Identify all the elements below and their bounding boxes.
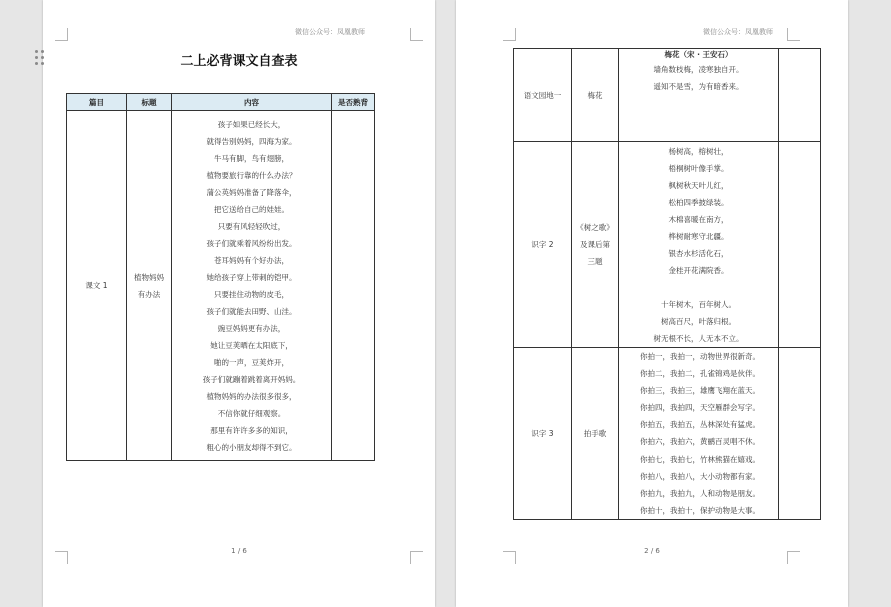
text-line: 豌豆妈妈更有办法，: [217, 323, 286, 333]
cell-title: 《树之歌》 及课后第 三题: [572, 142, 619, 348]
page-number: 2 / 6: [644, 547, 660, 555]
text-line: 银杏水杉活化石，: [668, 248, 729, 258]
page-number: 1 / 6: [231, 547, 247, 555]
text-line: 你拍一，我拍一，动物世界很新奇。: [640, 352, 760, 361]
text-line: 把它送给自己的娃娃。: [214, 204, 289, 214]
table-header-row: [67, 94, 375, 111]
cell-title: 拍手歌: [572, 348, 619, 520]
header-content: 内容: [172, 94, 332, 111]
text-line: 苍耳妈妈有个好办法，: [214, 255, 289, 265]
text-line: 十年树木，百年树人。: [661, 299, 736, 309]
text-line: 孩子们就蹦着跳着离开妈妈。: [202, 374, 301, 384]
text-line: 树高百尺，叶落归根。: [661, 316, 736, 326]
cell-memorized[interactable]: [779, 49, 821, 142]
text-line: 啪的一声，豆荚炸开，: [214, 357, 289, 367]
cell-title: 植物妈妈 有办法: [127, 111, 172, 461]
cell-memorized[interactable]: [332, 111, 375, 461]
text-line: 你拍四，我拍四，天空雁群会写字。: [640, 403, 760, 413]
text-line: 你拍五，我拍五，丛林深处有猛虎。: [640, 420, 760, 430]
cell-memorized[interactable]: [779, 348, 821, 520]
text-line: 牛马有脚，鸟有翅膀，: [214, 153, 289, 163]
header-memorized: 是否熟背: [332, 94, 375, 111]
blank-line: [619, 279, 778, 296]
table-row: [514, 49, 821, 142]
text-line: 你拍七，我拍七，竹林熊猫在嬉戏。: [640, 454, 760, 464]
table-row: [67, 111, 375, 461]
text-line: 你拍九，我拍九，人和动物是朋友。: [640, 488, 760, 498]
text-line: 你拍六，我拍六，黄鹂百灵唱不休。: [640, 437, 760, 447]
header-note: 微信公众号：凤凰教师: [703, 28, 773, 36]
cell-content: [619, 49, 779, 142]
text-line: 孩子如果已经长大，: [217, 119, 286, 129]
text-line: 你拍十，我拍十，保护动物是大事。: [640, 505, 760, 515]
text-line: 梧桐树叶像手掌。: [668, 163, 729, 173]
text-line: 遥知不是雪，为有暗香来。: [653, 82, 744, 91]
text-line: 不信你就仔细观察。: [217, 408, 286, 418]
header-note: 微信公众号：凤凰教师: [295, 28, 365, 36]
header-pian: 篇目: [67, 94, 127, 111]
crop-mark-top-left: [55, 28, 68, 41]
text-line: 那里有许许多多的知识，: [210, 425, 293, 435]
text-line: 金桂开花满院香。: [668, 265, 729, 275]
poem-title: 梅花（宋 · 王安石）: [664, 50, 733, 59]
text-line: 桦树耐寒守北疆。: [668, 231, 729, 241]
text-line: 你拍三，我拍三，雄鹰飞翔在蓝天。: [640, 386, 760, 396]
text-line: 木棉喜暖在南方，: [668, 214, 729, 224]
text-line: 你拍二，我拍二，孔雀锦鸡是伙伴。: [640, 369, 760, 379]
cell-content: [619, 142, 779, 348]
text-line: 枫树秋天叶儿红，: [668, 180, 729, 190]
cell-memorized[interactable]: [779, 142, 821, 348]
text-line: 你拍八，我拍八，大小动物都有家。: [640, 471, 760, 481]
text-line: 粗心的小朋友却得不到它。: [206, 442, 297, 452]
text-line: 孩子们就能去田野、山洼。: [206, 306, 297, 316]
text-line: 植物妈妈的办法很多很多，: [206, 391, 297, 401]
text-line: 松柏四季披绿装。: [668, 197, 729, 207]
text-line: 就得告别妈妈，四海为家。: [206, 136, 297, 146]
text-line: 杨树高，榕树壮，: [668, 146, 729, 156]
document-title: 二上必背课文自查表: [180, 54, 298, 69]
document-page-1: [43, 0, 435, 607]
cell-pian: 识字 3: [514, 348, 572, 520]
text-line: 只要挂住动物的皮毛，: [214, 289, 289, 299]
checklist-table: [66, 93, 375, 461]
cell-content: [619, 348, 779, 520]
table-row: [514, 348, 821, 520]
header-title: 标题: [127, 94, 172, 111]
text-line: 孩子们就乘着风纷纷出发。: [206, 238, 297, 248]
crop-mark-top-right: [410, 28, 423, 41]
cell-pian: 课文 1: [67, 111, 127, 461]
text-line: 墙角数枝梅，凌寒独自开。: [653, 65, 744, 74]
cell-title: 梅花: [572, 49, 619, 142]
text-line: 她让豆荚晒在太阳底下，: [210, 340, 293, 350]
document-page-2: [456, 0, 848, 607]
crop-mark-top-right: [787, 28, 800, 41]
text-line: 树无根不长，人无本不立。: [653, 333, 744, 343]
table-row: [514, 142, 821, 348]
cell-content: [172, 111, 332, 461]
cell-pian: 语文园地一: [514, 49, 572, 142]
text-line: 蒲公英妈妈准备了降落伞，: [206, 187, 297, 197]
crop-mark-top-left: [503, 28, 516, 41]
text-line: 她给孩子穿上带刺的铠甲。: [206, 272, 297, 282]
cell-pian: 识字 2: [514, 142, 572, 348]
checklist-table-continued: [513, 48, 821, 520]
text-line: 只要有风轻轻吹过，: [217, 221, 286, 231]
text-line: 植物要旅行靠的什么办法？: [206, 170, 297, 180]
